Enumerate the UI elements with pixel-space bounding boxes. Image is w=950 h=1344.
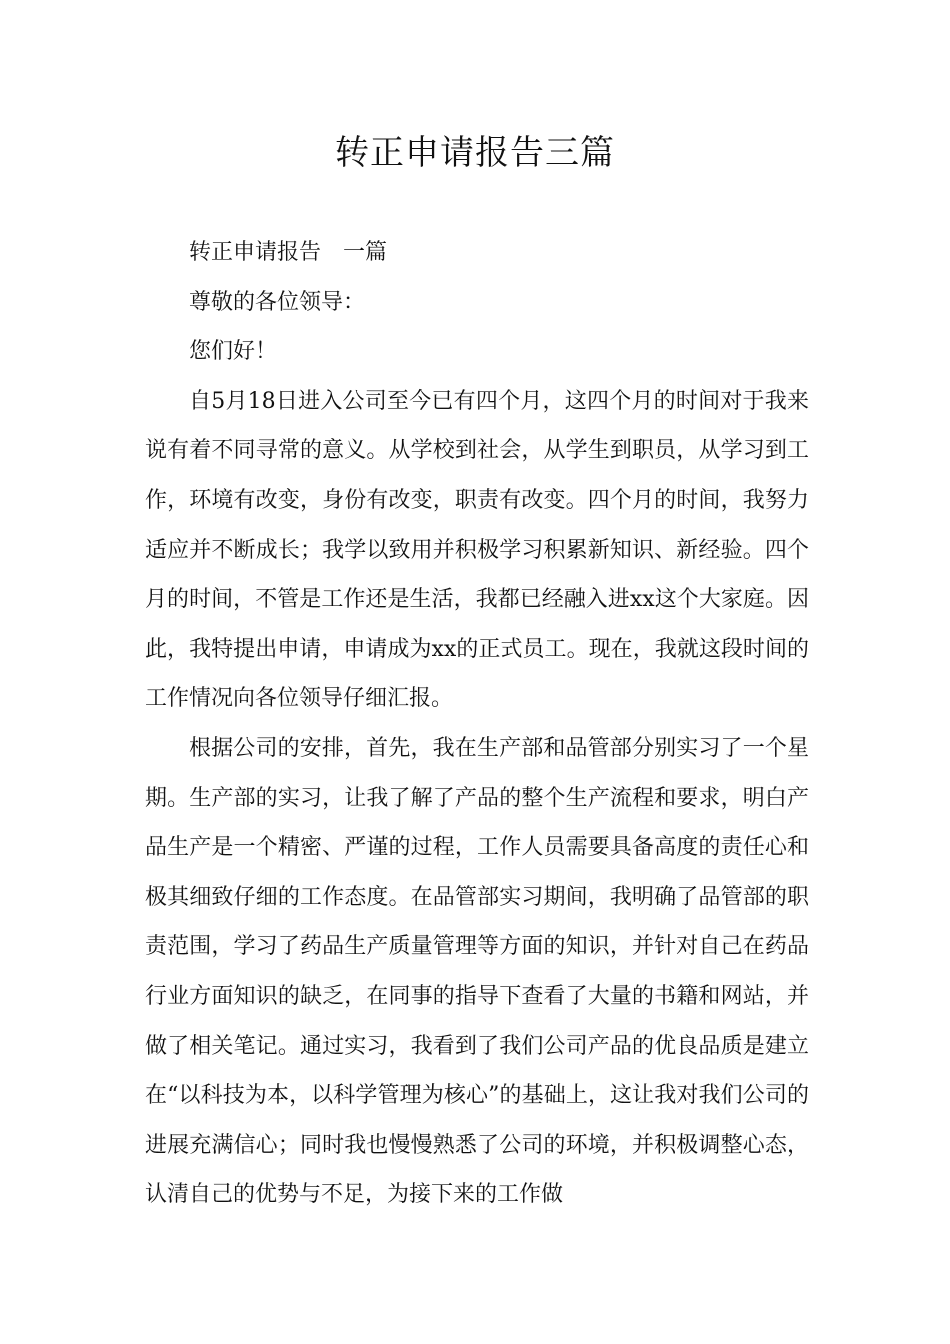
body-paragraph-intro: 自5月18日进入公司至今已有四个月，这四个月的时间对于我来说有着不同寻常的意义。从学校到社会，从学生到职员，从学习到工作，环境有改变，身份有改变，职责有改变。四个月的时间，我努力适应并不断成长；我学以致用并积极学习积累新知识、新经验。四个月的时间，不管是工作还是生活，我都已经融入进xx这个大家庭。因此，我特提出申请，申请成为xx的正式员工。现在，我就这段时间的工作情况向各位领导仔细汇报。 bbox=[145, 388, 809, 712]
document-title: 转正申请报告三篇 bbox=[335, 133, 615, 173]
salutation: 尊敬的各位领导： bbox=[189, 289, 366, 315]
document-body bbox=[145, 228, 809, 1220]
body-paragraph-internship: 根据公司的安排，首先，我在生产部和品管部分别实习了一个星期。生产部的实习，让我了解了产品的整个生产流程和要求，明白产品生产是一个精密、严谨的过程，工作人员需要具备高度的责任心和极其细致仔细的工作态度。在品管部实习期间，我明确了品管部的职责范围，学习了药品生产质量管理等方面的知识，并针对自己在药品行业方面知识的缺乏，在同事的指导下查看了大量的书籍和网站，并做了相关笔记。通过实习，我看到了我们公司产品的优良品质是建立在“以科技为本，以科学管理为核心”的基础上，这让我对我们公司的进展充满信心；同时我也慢慢熟悉了公司的环境，并积极调整心态，认清自己的优势与不足，为接下来的工作做 bbox=[145, 735, 809, 1208]
greeting: 您们好！ bbox=[189, 339, 278, 365]
section-heading: 转正申请报告 一篇 bbox=[189, 240, 388, 265]
